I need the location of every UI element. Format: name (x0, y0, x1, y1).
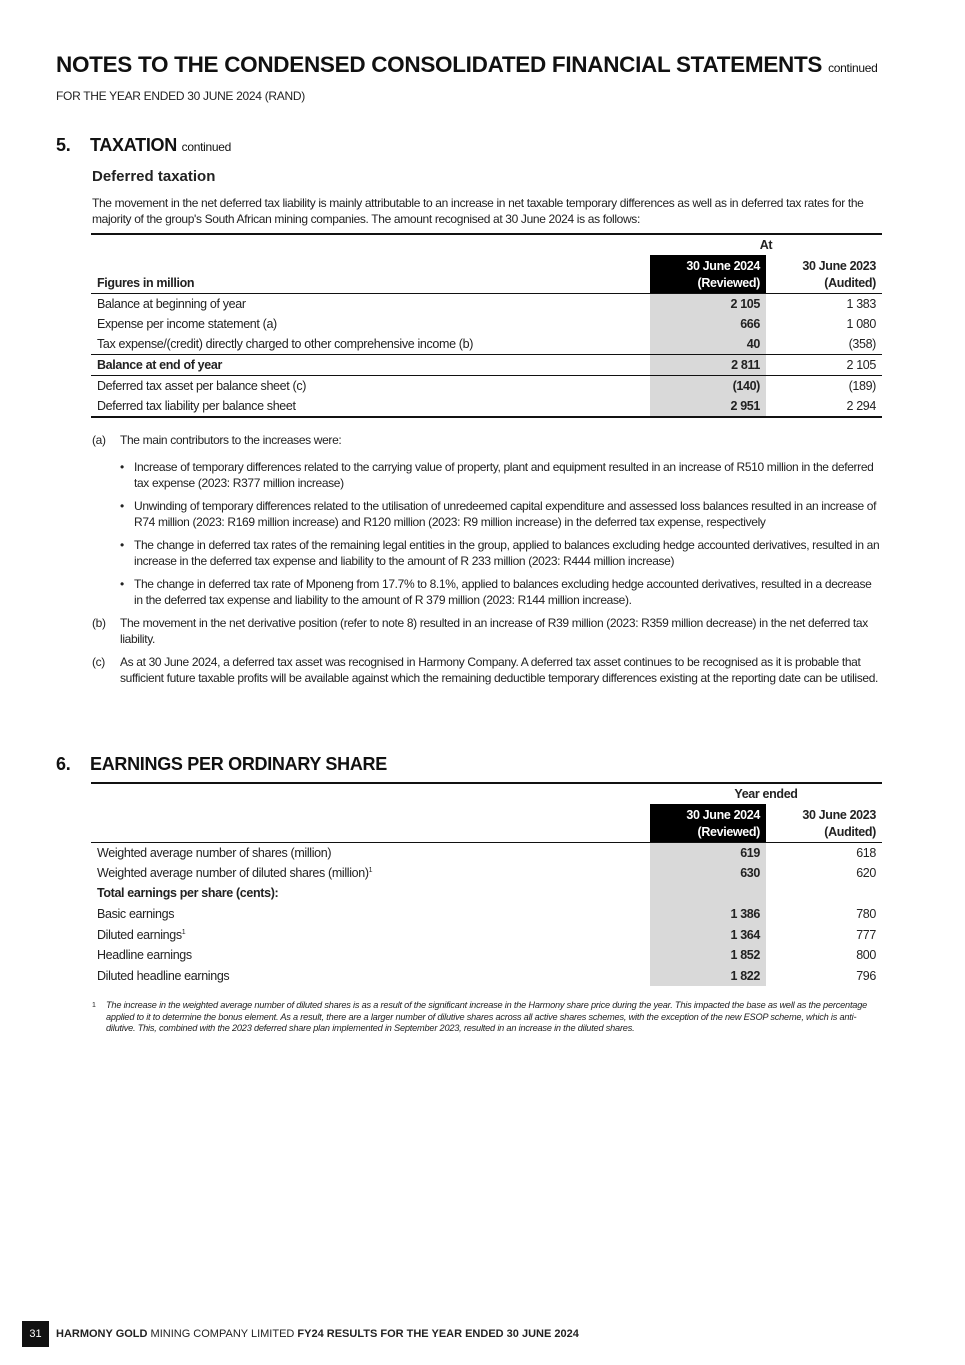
value-2023: 1 383 (846, 296, 876, 311)
row-label: Total earnings per share (cents): (97, 886, 279, 901)
company-name-rest: MINING COMPANY LIMITED (150, 1328, 295, 1340)
table-header (91, 804, 882, 842)
section-number: 6. (56, 754, 71, 774)
title-suffix: continued (828, 61, 878, 75)
company-name-bold: HARMONY GOLD (56, 1328, 148, 1340)
table-header (91, 255, 882, 293)
page-footer (22, 1321, 579, 1347)
row-label: Diluted earnings$^1$ (97, 927, 186, 942)
value-2023: 777 (856, 927, 876, 942)
value-2024: 666 (650, 314, 766, 335)
section-number: 5. (56, 135, 71, 155)
table-row (91, 375, 882, 396)
value-2023: 2 105 (766, 355, 882, 376)
col-2023-header: 30 June 2023 (Audited) (802, 258, 876, 290)
bullet-icon: • (120, 538, 124, 552)
bullet-item: • The change in deferred tax rate of Mponeng from 17.7% to 8.1%, applied to balances excluding hedge accounted derivatives, resulted in a decrease in the deferred tax expense and liability to the amount of R 379 million (2023: R144 million increase). (120, 577, 872, 607)
table-group-header (91, 234, 882, 255)
table-row (91, 355, 882, 376)
value-2023: 2 294 (846, 398, 876, 413)
intro-paragraph: The movement in the net deferred tax liability is mainly attributable to an increase in net taxable temporary differences as well as in deferred tax rates for the majority of the group's South African mining companies. The amount recognised at 30 June 2024 is as follows: (92, 196, 864, 226)
bullet-item: • Unwinding of temporary differences related to the utilisation of unredeemed capital expenditure and assessed loss balances resulted in an increase of R74 million (2023: R169 million increase) and R120 million (2023: R9 million increase) in the deferred tax expense, respectively (120, 499, 877, 529)
row-label: Expense per income statement (a) (97, 316, 277, 331)
col-2023-header: 30 June 2023 (Audited) (802, 807, 876, 839)
row-label: Tax expense/(credit) directly charged to other comprehensive income (b) (97, 337, 474, 352)
table-row (91, 924, 882, 945)
row-label: Diluted headline earnings (97, 968, 230, 983)
value-2024 (650, 883, 766, 904)
value-2024: 1 822 (650, 966, 766, 987)
value-2023 (766, 883, 882, 904)
col-2024-header: 30 June 2024 (Reviewed) (650, 804, 766, 842)
note-a: (a) The main contributors to the increases were: (92, 433, 342, 447)
note-c: (c) As at 30 June 2024, a deferred tax asset was recognised in Harmony Company. A deferred tax asset continues to be recognised as it is probable that sufficient future taxable profits will be available against which the remaining deductible temporary differences existing at the reporting date can be utilised. (92, 655, 879, 685)
section-title: EARNINGS PER ORDINARY SHARE (90, 754, 387, 774)
value-2024: 2 951 (650, 396, 766, 417)
page-subtitle: FOR THE YEAR ENDED 30 JUNE 2024 (RAND) (56, 89, 305, 103)
group-header: Year ended (734, 787, 798, 801)
value-2024: 40 (650, 334, 766, 355)
value-2023: 618 (856, 845, 876, 860)
value-2024: (140) (650, 375, 766, 396)
row-label: Balance at beginning of year (97, 296, 246, 311)
value-2024: 2 105 (650, 293, 766, 314)
value-2024: 630 (650, 863, 766, 884)
section-6-heading (56, 754, 387, 775)
table-row (91, 945, 882, 966)
bullet-icon: • (120, 577, 124, 591)
bullet-icon: • (120, 499, 124, 513)
page-title (56, 52, 877, 78)
notes (92, 432, 882, 693)
value-2023: 1 080 (846, 316, 876, 331)
value-2023: 780 (856, 907, 876, 922)
title-text: NOTES TO THE CONDENSED CONSOLIDATED FINANCIAL STATEMENTS (56, 52, 823, 77)
value-2024: 1 386 (650, 904, 766, 925)
row-label: Headline earnings (97, 948, 192, 963)
value-2024: 1 852 (650, 945, 766, 966)
table-row (91, 293, 882, 314)
note-b: (b) The movement in the net derivative position (refer to note 8) resulted in an increase of R39 million (2023: R359 million decrease) in the net deferred tax liability. (92, 616, 868, 646)
page-number: 31 (22, 1321, 49, 1347)
value-2023: 800 (856, 948, 876, 963)
table-row (91, 966, 882, 987)
eps-table (91, 782, 882, 986)
table-row (91, 904, 882, 925)
table-row (91, 396, 882, 417)
table-row (91, 883, 882, 904)
table-group-header (91, 783, 882, 804)
value-2023: 620 (856, 865, 876, 880)
deferred-tax-table (91, 233, 882, 418)
value-2024: 1 364 (650, 924, 766, 945)
section-title: TAXATION (90, 135, 177, 155)
bullet-item: • The change in deferred tax rates of the remaining legal entities in the group, applied to balances excluding hedge accounted derivatives, resulted in an increase in the deferred tax expense and liability to the amount of R 233 million (2023: R444 million increase) (120, 538, 880, 568)
table-row (91, 334, 882, 355)
row-label: Balance at end of year (91, 355, 650, 376)
table-row (91, 842, 882, 863)
group-header: At (759, 238, 773, 252)
row-label: Weighted average number of diluted shares (million)$^1$ (97, 865, 373, 880)
value-2023: (358) (848, 337, 876, 352)
row-label: Deferred tax liability per balance sheet (97, 398, 296, 413)
value-2023: (189) (766, 375, 882, 396)
footnote-ref: 1 (181, 928, 186, 936)
deferred-taxation-heading: Deferred taxation (92, 168, 216, 185)
footnote-ref: 1 (368, 866, 373, 874)
bullet-item: • Increase of temporary differences related to the carrying value of property, plant and equipment resulted in an increase of R510 million in the deferred tax expense (2023: R377 million increase) (120, 460, 874, 490)
row-label: Weighted average number of shares (million) (97, 845, 332, 860)
section-5-heading (56, 135, 231, 156)
section-suffix: continued (181, 140, 231, 154)
table-row (91, 314, 882, 335)
table-row (91, 863, 882, 884)
bullet-icon: • (120, 460, 124, 474)
value-2024: 2 811 (650, 355, 766, 376)
label-header: Figures in million (97, 275, 195, 290)
footnote: 1 The increase in the weighted average number of diluted shares is as a result of the significant increase in the Harmony share price during the year. This impacted the base as well as the percentage applied to it to determine the bonus element. As a result, there are a larger number of dilutive shares across all active shares schemes, with the exception of the new ESOP scheme, which is anti-dilutive. This, combined with the 2023 deferred share plan implemented in September 2023, resulted in an increase in the diluted shares. (92, 1000, 868, 1033)
value-2023: 796 (856, 968, 876, 983)
value-2024: 619 (650, 842, 766, 863)
report-title: FY24 RESULTS FOR THE YEAR ENDED 30 JUNE 2024 (297, 1328, 579, 1340)
col-2024-header: 30 June 2024 (Reviewed) (650, 255, 766, 293)
row-label: Basic earnings (97, 907, 175, 922)
row-label: Deferred tax asset per balance sheet (c) (91, 375, 650, 396)
